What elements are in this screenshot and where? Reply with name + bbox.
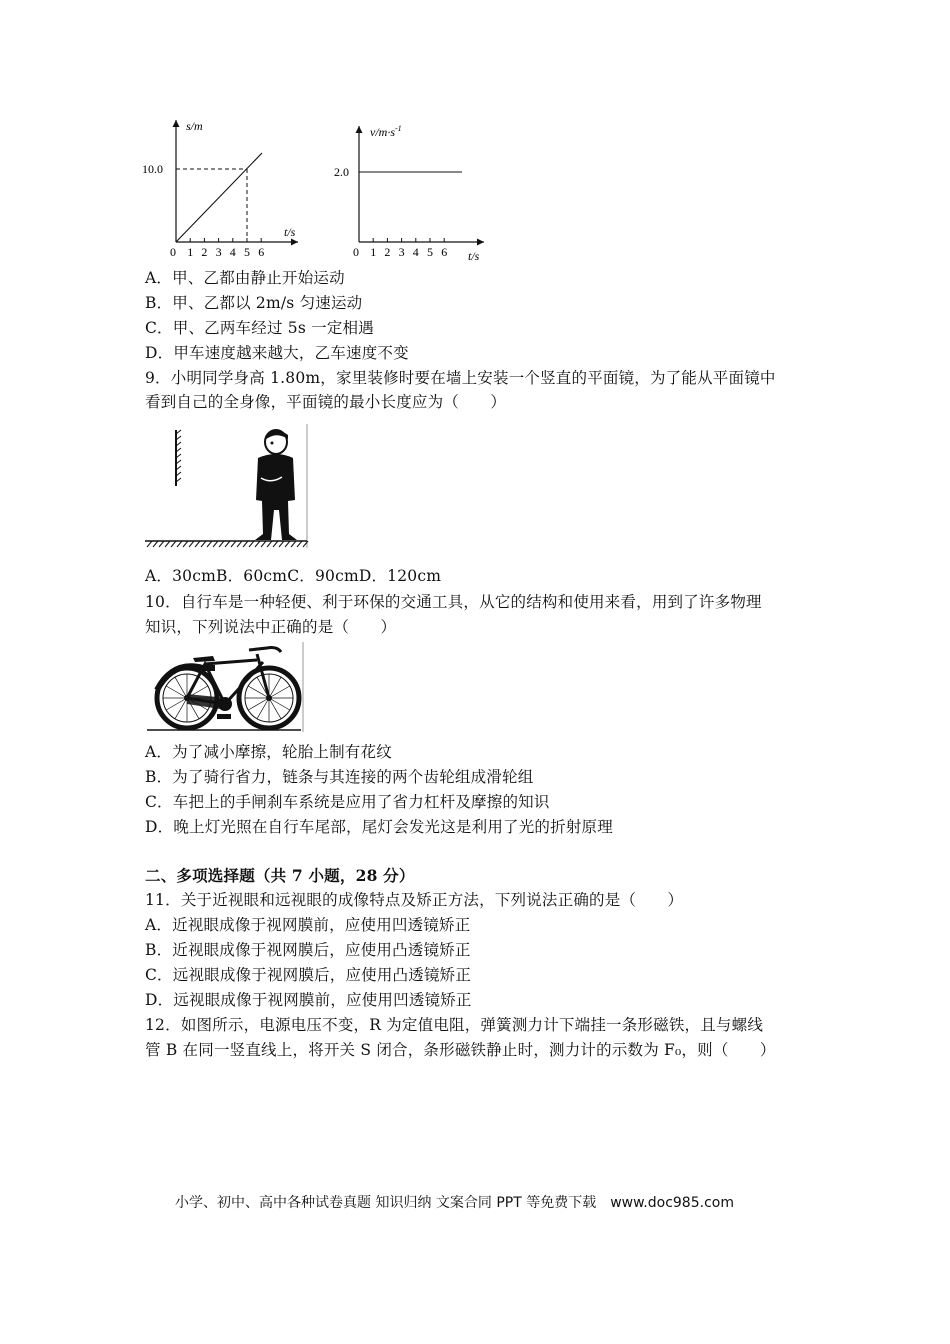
left-t-tick-label-0: 0 [170, 245, 176, 259]
saddle [193, 656, 215, 662]
left-t-tick-label-5: 5 [244, 245, 250, 259]
s-axis-label: s/m [186, 119, 203, 133]
right-t-tick-label-5: 5 [427, 245, 433, 259]
q8-option-b: B．甲、乙都以 2m/s 匀速运动 [145, 294, 363, 312]
q10-stem-line2: 知识，下列说法中正确的是（ ） [145, 618, 397, 636]
right-t-tick-label-1: 1 [370, 245, 377, 259]
mirror-person-figure [143, 422, 311, 554]
q11-option-c: C．远视眼成像于视网膜后，应使用凸透镜矫正 [145, 966, 472, 984]
s-tick-10: 10.0 [142, 162, 163, 176]
left-t-tick-label-2: 2 [201, 245, 208, 259]
v-tick-2: 2.0 [334, 165, 349, 179]
right-t-tick-label-6: 6 [441, 245, 448, 259]
motion-graphs-figure [138, 112, 498, 268]
right-t-tick-label-2: 2 [384, 245, 391, 259]
bicycle-figure [145, 640, 307, 736]
s-t-graph [142, 119, 298, 259]
q10-stem-line1: 10．自行车是一种轻便、利于环保的交通工具，从它的结构和使用来看，用到了许多物理 [145, 593, 762, 611]
q8-option-a: A．甲、乙都由静止开始运动 [145, 269, 345, 287]
left-t-tick-label-3: 3 [215, 245, 222, 259]
right-t-tick-label-4: 4 [412, 245, 419, 259]
q12-stem-line2: 管 B 在同一竖直线上，将开关 S 闭合，条形磁铁静止时，测力计的示数为 F₀，则（ ） [145, 1041, 776, 1059]
person-silhouette [255, 430, 297, 540]
right-t-tick-label-0: 0 [353, 245, 359, 259]
q11-option-b: B．近视眼成像于视网膜后，应使用凸透镜矫正 [145, 941, 471, 959]
q9-stem-line1: 9．小明同学身高 1.80m，家里装修时要在墙上安装一个竖直的平面镜，为了能从平面镜中 [145, 369, 776, 387]
handlebar [249, 648, 281, 653]
q10-option-c: C．车把上的手闸刹车系统是应用了省力杠杆及摩擦的知识 [145, 793, 550, 811]
pedal [217, 714, 231, 719]
s-t-line [176, 153, 262, 242]
t-axis-label-right: t/s [468, 249, 480, 263]
q10-option-d: D．晚上灯光照在自行车尾部，尾灯会发光这是利用了光的折射原理 [145, 818, 613, 836]
v-axis-label: $v/m\cdot s^{-1}$ [370, 124, 402, 139]
q11-option-d: D．远视眼成像于视网膜前，应使用凹透镜矫正 [145, 991, 472, 1009]
q9-stem-line2: 看到自己的全身像，平面镜的最小长度应为（ ） [145, 393, 507, 411]
v-t-graph [334, 124, 484, 263]
left-t-tick-label-4: 4 [229, 245, 236, 259]
q9-options: A．30cmB．60cmC．90cmD．120cm [145, 567, 442, 585]
q11-option-a: A．近视眼成像于视网膜前，应使用凹透镜矫正 [145, 916, 471, 934]
ground-hatching [147, 541, 308, 547]
left-t-tick-label-6: 6 [258, 245, 265, 259]
t-axis-label-left: t/s [284, 225, 296, 239]
page-footer: 小学、初中、高中各种试卷真题 知识归纳 文案合同 PPT 等免费下载 www.doc985.com [175, 1195, 734, 1211]
section2-heading: 二、多项选择题（共 7 小题，28 分） [145, 866, 415, 885]
q8-option-c: C．甲、乙两车经过 5s 一定相遇 [145, 319, 374, 337]
q8-option-d: D．甲车速度越来越大，乙车速度不变 [145, 344, 409, 362]
q10-option-b: B．为了骑行省力，链条与其连接的两个齿轮组成滑轮组 [145, 768, 534, 786]
q11-stem: 11．关于近视眼和远视眼的成像特点及矫正方法，下列说法正确的是（ ） [145, 891, 684, 909]
q10-option-a: A．为了减小摩擦，轮胎上制有花纹 [145, 743, 392, 761]
left-t-tick-label-1: 1 [187, 245, 194, 259]
right-t-tick-label-3: 3 [398, 245, 405, 259]
q12-stem-line1: 12．如图所示，电源电压不变，R 为定值电阻，弹簧测力计下端挂一条形磁铁，且与螺线 [145, 1016, 764, 1034]
